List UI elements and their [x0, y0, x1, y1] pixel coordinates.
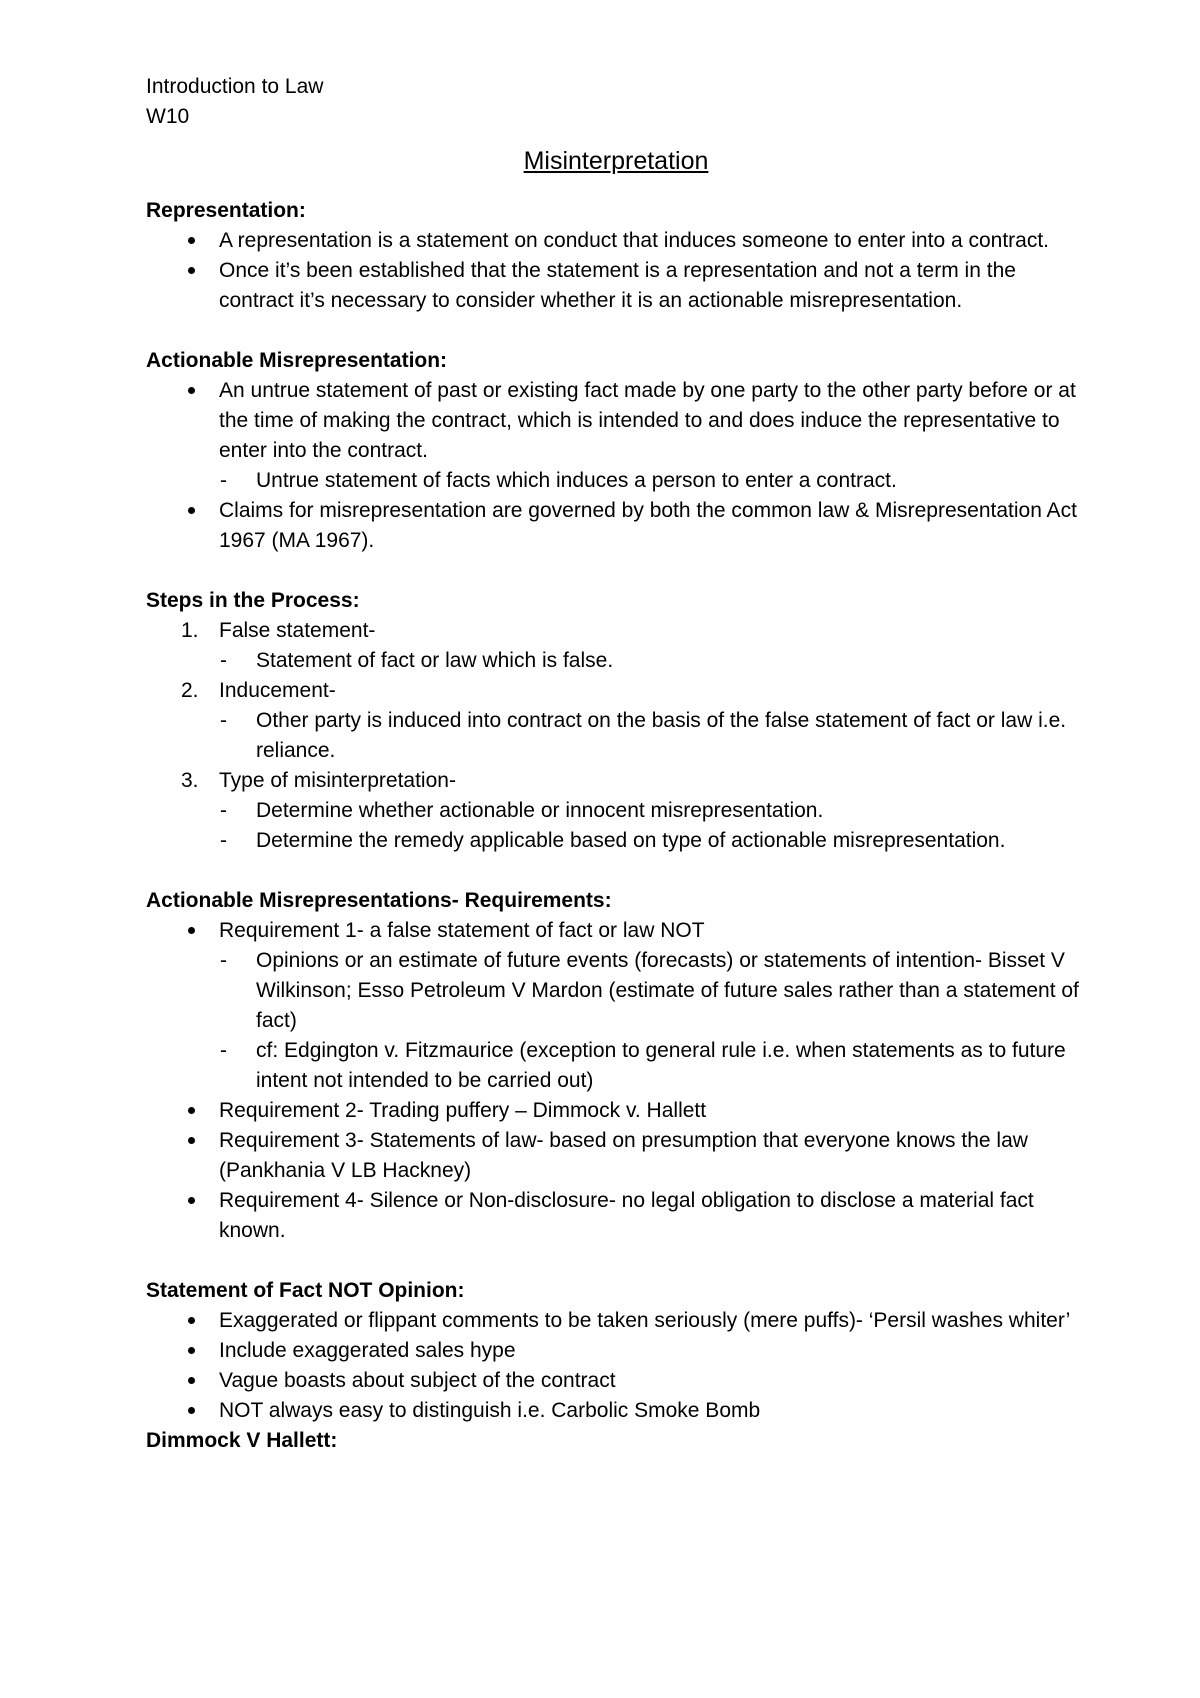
numbered-item: 3. Type of misinterpretation-	[146, 766, 1086, 796]
bullet-icon	[188, 1197, 195, 1204]
bullet-item: Requirement 3- Statements of law- based on presumption that everyone knows the law (Pankhania V LB Hackney)	[146, 1126, 1086, 1186]
dash-icon: -	[220, 799, 227, 822]
section-dimmock	[146, 1426, 1086, 1456]
dash-item: - Statement of fact or law which is false.	[146, 646, 1086, 676]
bullet-item: Claims for misrepresentation are governed by both the common law & Misrepresentation Act 1967 (MA 1967).	[146, 496, 1086, 556]
section-requirements	[146, 886, 1086, 1246]
dash-item: - cf: Edgington v. Fitzmaurice (exception to general rule i.e. when statements as to future intent not intended to be carried out)	[146, 1036, 1086, 1096]
dash-icon: -	[220, 649, 227, 672]
bullet-item: Exaggerated or flippant comments to be taken seriously (mere puffs)- ‘Persil washes whiter’	[146, 1306, 1086, 1336]
dash-icon: -	[220, 949, 227, 972]
dash-icon: -	[220, 469, 227, 492]
section-heading: Representation:	[146, 199, 306, 222]
document-page	[146, 72, 1086, 1486]
section-heading: Statement of Fact NOT Opinion:	[146, 1279, 465, 1302]
dash-icon: -	[220, 709, 227, 732]
section-heading: Actionable Misrepresentations- Requirements:	[146, 889, 612, 912]
bullet-icon	[188, 1407, 195, 1414]
course-name: Introduction to Law	[146, 75, 324, 98]
dash-item: - Determine the remedy applicable based on type of actionable misrepresentation.	[146, 826, 1086, 856]
section-heading: Actionable Misrepresentation:	[146, 349, 448, 372]
dash-item: - Untrue statement of facts which induces a person to enter a contract.	[146, 466, 1086, 496]
bullet-icon	[188, 1317, 195, 1324]
section-heading: Dimmock V Hallett:	[146, 1429, 338, 1452]
bullet-icon	[188, 237, 195, 244]
bullet-item: Requirement 4- Silence or Non-disclosure- no legal obligation to disclose a material fact known.	[146, 1186, 1086, 1246]
section-fact-not-opinion	[146, 1276, 1086, 1426]
bullet-icon	[188, 1347, 195, 1354]
bullet-item: Vague boasts about subject of the contract	[146, 1366, 1086, 1396]
number-marker: 2.	[181, 679, 199, 702]
numbered-item: 2. Inducement-	[146, 676, 1086, 706]
bullet-item: Once it’s been established that the statement is a representation and not a term in the contract it’s necessary to consider whether it is an actionable misrepresentation.	[146, 256, 1086, 316]
bullet-icon	[188, 1107, 195, 1114]
number-marker: 1.	[181, 619, 199, 642]
bullet-icon	[188, 927, 195, 934]
number-marker: 3.	[181, 769, 199, 792]
week-label: W10	[146, 105, 190, 128]
section-heading: Steps in the Process:	[146, 589, 360, 612]
dash-icon: -	[220, 1039, 227, 1062]
section-representation	[146, 196, 1086, 316]
dash-item: - Opinions or an estimate of future events (forecasts) or statements of intention- Bisset V Wilkinson; Esso Petroleum V Mardon (estimate of future sales rather than a statement of fact)	[146, 946, 1086, 1036]
bullet-item: NOT always easy to distinguish i.e. Carbolic Smoke Bomb	[146, 1396, 1086, 1426]
dash-item: - Other party is induced into contract on the basis of the false statement of fact or law i.e. reliance.	[146, 706, 1086, 766]
section-actionable-misrepresentation	[146, 346, 1086, 556]
bullet-item: Requirement 2- Trading puffery – Dimmock v. Hallett	[146, 1096, 1086, 1126]
dash-icon: -	[220, 829, 227, 852]
bullet-icon	[188, 507, 195, 514]
bullet-item: An untrue statement of past or existing fact made by one party to the other party before or at the time of making the contract, which is intended to and does induce the representative to enter into the contract.	[146, 376, 1086, 466]
bullet-item: A representation is a statement on conduct that induces someone to enter into a contract.	[146, 226, 1086, 256]
bullet-icon	[188, 387, 195, 394]
bullet-icon	[188, 1137, 195, 1144]
dash-item: - Determine whether actionable or innocent misrepresentation.	[146, 796, 1086, 826]
section-steps	[146, 586, 1086, 856]
bullet-icon	[188, 1377, 195, 1384]
bullet-icon	[188, 267, 195, 274]
bullet-item: Requirement 1- a false statement of fact or law NOT	[146, 916, 1086, 946]
document-title: Misinterpretation	[523, 147, 709, 175]
bullet-item: Include exaggerated sales hype	[146, 1336, 1086, 1366]
numbered-item: 1. False statement-	[146, 616, 1086, 646]
